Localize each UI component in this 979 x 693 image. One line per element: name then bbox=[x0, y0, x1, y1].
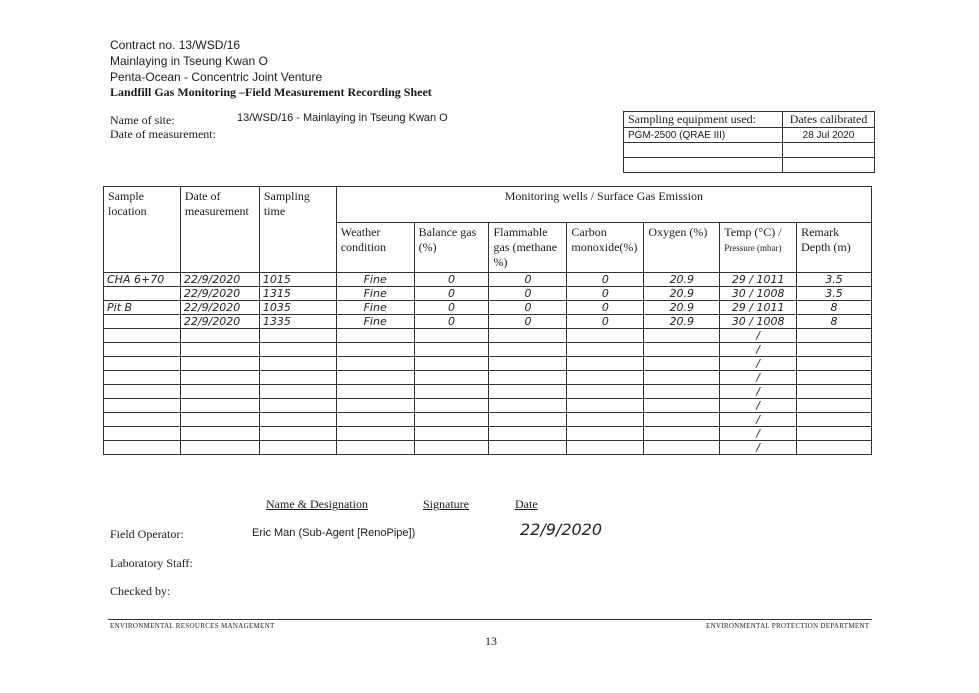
cell-flammable: 0 bbox=[489, 273, 567, 287]
cell-balance bbox=[414, 441, 489, 455]
cell-location bbox=[104, 315, 181, 329]
cell-time: 1015 bbox=[259, 273, 336, 287]
table-row bbox=[104, 301, 872, 315]
cell-date bbox=[180, 427, 259, 441]
cell-remark: 8 bbox=[797, 301, 872, 315]
cell-time bbox=[259, 441, 336, 455]
equipment-header: Sampling equipment used: bbox=[624, 112, 783, 128]
cell-co: 0 bbox=[567, 287, 644, 301]
name-designation-header: Name & Designation bbox=[266, 497, 368, 511]
cell-date: 22/9/2020 bbox=[180, 287, 259, 301]
cell-oxygen: 20.9 bbox=[644, 287, 720, 301]
cell-date bbox=[180, 399, 259, 413]
site-name-value: 13/WSD/16 - Mainlaying in Tseung Kwan O bbox=[237, 112, 448, 124]
cell-balance bbox=[414, 413, 489, 427]
page-title: Landfill Gas Monitoring –Field Measurement Recording Sheet bbox=[110, 85, 432, 99]
cell-weather bbox=[336, 399, 414, 413]
cell-weather: Fine bbox=[336, 315, 414, 329]
cell-balance: 0 bbox=[414, 301, 489, 315]
cell-balance bbox=[414, 399, 489, 413]
cell-flammable bbox=[489, 413, 567, 427]
cell-weather: Fine bbox=[336, 273, 414, 287]
col-header-time: Sampling time bbox=[259, 187, 336, 273]
site-name-label: Name of site: bbox=[110, 113, 175, 127]
cell-remark bbox=[797, 427, 872, 441]
table-row bbox=[104, 287, 872, 301]
cell-flammable bbox=[489, 427, 567, 441]
cell-temp: / bbox=[720, 329, 797, 343]
cell-co bbox=[567, 371, 644, 385]
cell-date bbox=[180, 357, 259, 371]
calibration-date bbox=[783, 143, 875, 158]
cell-weather bbox=[336, 357, 414, 371]
cell-time bbox=[259, 357, 336, 371]
cell-time bbox=[259, 413, 336, 427]
cell-location bbox=[104, 399, 181, 413]
cell-location bbox=[104, 329, 181, 343]
cell-date: 22/9/2020 bbox=[180, 273, 259, 287]
cell-time: 1335 bbox=[259, 315, 336, 329]
cell-temp: 29 / 1011 bbox=[720, 273, 797, 287]
cell-location bbox=[104, 413, 181, 427]
equipment-value bbox=[624, 143, 783, 158]
cell-weather: Fine bbox=[336, 287, 414, 301]
field-operator-name: Eric Man (Sub-Agent [RenoPipe]) bbox=[252, 527, 416, 539]
cell-balance bbox=[414, 343, 489, 357]
cell-weather bbox=[336, 329, 414, 343]
cell-date bbox=[180, 413, 259, 427]
temp-label: Temp (°C) / bbox=[724, 225, 782, 239]
cell-flammable: 0 bbox=[489, 287, 567, 301]
calibration-header: Dates calibrated bbox=[783, 112, 875, 128]
contractor-name: Penta-Ocean - Concentric Joint Venture bbox=[110, 70, 323, 84]
cell-co: 0 bbox=[567, 315, 644, 329]
cell-time bbox=[259, 427, 336, 441]
cell-flammable bbox=[489, 357, 567, 371]
cell-time: 1035 bbox=[259, 301, 336, 315]
cell-balance: 0 bbox=[414, 273, 489, 287]
pressure-label: Pressure (mbar) bbox=[724, 243, 782, 253]
cell-temp: / bbox=[720, 385, 797, 399]
cell-co bbox=[567, 413, 644, 427]
cell-weather bbox=[336, 385, 414, 399]
cell-oxygen: 20.9 bbox=[644, 273, 720, 287]
cell-location bbox=[104, 441, 181, 455]
cell-flammable bbox=[489, 329, 567, 343]
cell-remark: 3.5 bbox=[797, 273, 872, 287]
table-row bbox=[104, 357, 872, 371]
cell-remark bbox=[797, 385, 872, 399]
table-row bbox=[104, 371, 872, 385]
table-row bbox=[104, 273, 872, 287]
equipment-table bbox=[623, 111, 875, 173]
cell-time bbox=[259, 329, 336, 343]
cell-date bbox=[180, 371, 259, 385]
project-name: Mainlaying in Tseung Kwan O bbox=[110, 54, 268, 68]
col-header-flammable: Flammable gas (methane %) bbox=[489, 223, 567, 273]
date-of-measurement-label: Date of measurement: bbox=[110, 127, 216, 141]
cell-temp: / bbox=[720, 371, 797, 385]
cell-date bbox=[180, 441, 259, 455]
page-number: 13 bbox=[485, 634, 497, 648]
cell-temp: / bbox=[720, 343, 797, 357]
cell-remark bbox=[797, 343, 872, 357]
cell-date bbox=[180, 343, 259, 357]
cell-co bbox=[567, 357, 644, 371]
cell-remark bbox=[797, 413, 872, 427]
cell-flammable bbox=[489, 371, 567, 385]
cell-co bbox=[567, 427, 644, 441]
cell-oxygen bbox=[644, 343, 720, 357]
cell-temp: / bbox=[720, 441, 797, 455]
cell-weather bbox=[336, 343, 414, 357]
cell-remark bbox=[797, 329, 872, 343]
cell-location: CHA 6+70 bbox=[104, 273, 181, 287]
cell-date bbox=[180, 385, 259, 399]
calibration-date bbox=[783, 158, 875, 173]
col-header-remark: Remark Depth (m) bbox=[797, 223, 872, 273]
cell-oxygen bbox=[644, 385, 720, 399]
col-header-date: Date of measurement bbox=[180, 187, 259, 273]
cell-balance bbox=[414, 371, 489, 385]
cell-flammable bbox=[489, 343, 567, 357]
col-header-weather: Weather condition bbox=[336, 223, 414, 273]
equipment-value bbox=[624, 158, 783, 173]
lab-staff-label: Laboratory Staff: bbox=[110, 556, 193, 570]
cell-oxygen: 20.9 bbox=[644, 301, 720, 315]
field-operator-label: Field Operator: bbox=[110, 527, 184, 541]
date-header: Date bbox=[515, 497, 538, 511]
cell-time bbox=[259, 385, 336, 399]
cell-remark: 8 bbox=[797, 315, 872, 329]
cell-co: 0 bbox=[567, 301, 644, 315]
cell-weather bbox=[336, 441, 414, 455]
cell-location bbox=[104, 371, 181, 385]
col-header-temp bbox=[720, 223, 797, 273]
equipment-value: PGM-2500 (QRAE III) bbox=[624, 128, 783, 143]
footer-right: ENVIRONMENTAL PROTECTION DEPARTMENT bbox=[706, 622, 870, 630]
footer-rule bbox=[108, 619, 872, 620]
cell-remark bbox=[797, 441, 872, 455]
cell-balance: 0 bbox=[414, 315, 489, 329]
cell-date bbox=[180, 329, 259, 343]
cell-flammable: 0 bbox=[489, 301, 567, 315]
measurement-table bbox=[103, 186, 872, 455]
cell-weather bbox=[336, 371, 414, 385]
col-header-co: Carbon monoxide(%) bbox=[567, 223, 644, 273]
col-header-group: Monitoring wells / Surface Gas Emission bbox=[336, 187, 871, 223]
cell-time bbox=[259, 399, 336, 413]
table-row bbox=[104, 441, 872, 455]
cell-temp: 29 / 1011 bbox=[720, 301, 797, 315]
cell-balance: 0 bbox=[414, 287, 489, 301]
cell-location bbox=[104, 357, 181, 371]
cell-temp: 30 / 1008 bbox=[720, 315, 797, 329]
cell-time bbox=[259, 343, 336, 357]
cell-flammable bbox=[489, 399, 567, 413]
cell-balance bbox=[414, 357, 489, 371]
table-row bbox=[104, 413, 872, 427]
col-header-balance: Balance gas (%) bbox=[414, 223, 489, 273]
cell-oxygen bbox=[644, 413, 720, 427]
calibration-date: 28 Jul 2020 bbox=[783, 128, 875, 143]
cell-location bbox=[104, 385, 181, 399]
cell-weather bbox=[336, 427, 414, 441]
col-header-oxygen: Oxygen (%) bbox=[644, 223, 720, 273]
cell-location bbox=[104, 287, 181, 301]
cell-remark bbox=[797, 357, 872, 371]
cell-temp: / bbox=[720, 357, 797, 371]
table-row bbox=[104, 343, 872, 357]
cell-location bbox=[104, 343, 181, 357]
cell-oxygen bbox=[644, 357, 720, 371]
table-row bbox=[104, 399, 872, 413]
cell-balance bbox=[414, 329, 489, 343]
cell-oxygen bbox=[644, 441, 720, 455]
cell-location: Pit B bbox=[104, 301, 181, 315]
cell-flammable: 0 bbox=[489, 315, 567, 329]
cell-remark bbox=[797, 399, 872, 413]
cell-oxygen bbox=[644, 427, 720, 441]
cell-temp: 30 / 1008 bbox=[720, 287, 797, 301]
table-row bbox=[104, 427, 872, 441]
col-header-location: Sample location bbox=[104, 187, 181, 273]
cell-time: 1315 bbox=[259, 287, 336, 301]
table-row bbox=[104, 385, 872, 399]
cell-co bbox=[567, 399, 644, 413]
cell-time bbox=[259, 371, 336, 385]
table-row bbox=[104, 315, 872, 329]
cell-co bbox=[567, 329, 644, 343]
table-row bbox=[104, 329, 872, 343]
cell-co bbox=[567, 343, 644, 357]
cell-flammable bbox=[489, 441, 567, 455]
cell-temp: / bbox=[720, 427, 797, 441]
cell-oxygen bbox=[644, 329, 720, 343]
cell-co bbox=[567, 385, 644, 399]
cell-balance bbox=[414, 385, 489, 399]
cell-oxygen bbox=[644, 371, 720, 385]
cell-weather: Fine bbox=[336, 301, 414, 315]
cell-remark: 3.5 bbox=[797, 287, 872, 301]
cell-location bbox=[104, 427, 181, 441]
cell-temp: / bbox=[720, 413, 797, 427]
cell-co: 0 bbox=[567, 273, 644, 287]
cell-weather bbox=[336, 413, 414, 427]
field-operator-date: 22/9/2020 bbox=[520, 520, 603, 539]
contract-number: Contract no. 13/WSD/16 bbox=[110, 38, 241, 52]
cell-remark bbox=[797, 371, 872, 385]
cell-balance bbox=[414, 427, 489, 441]
signature-header: Signature bbox=[423, 497, 469, 511]
cell-date: 22/9/2020 bbox=[180, 301, 259, 315]
cell-oxygen: 20.9 bbox=[644, 315, 720, 329]
footer-left: ENVIRONMENTAL RESOURCES MANAGEMENT bbox=[110, 622, 275, 630]
checked-by-label: Checked by: bbox=[110, 584, 171, 598]
cell-date: 22/9/2020 bbox=[180, 315, 259, 329]
cell-co bbox=[567, 441, 644, 455]
cell-flammable bbox=[489, 385, 567, 399]
cell-oxygen bbox=[644, 399, 720, 413]
cell-temp: / bbox=[720, 399, 797, 413]
